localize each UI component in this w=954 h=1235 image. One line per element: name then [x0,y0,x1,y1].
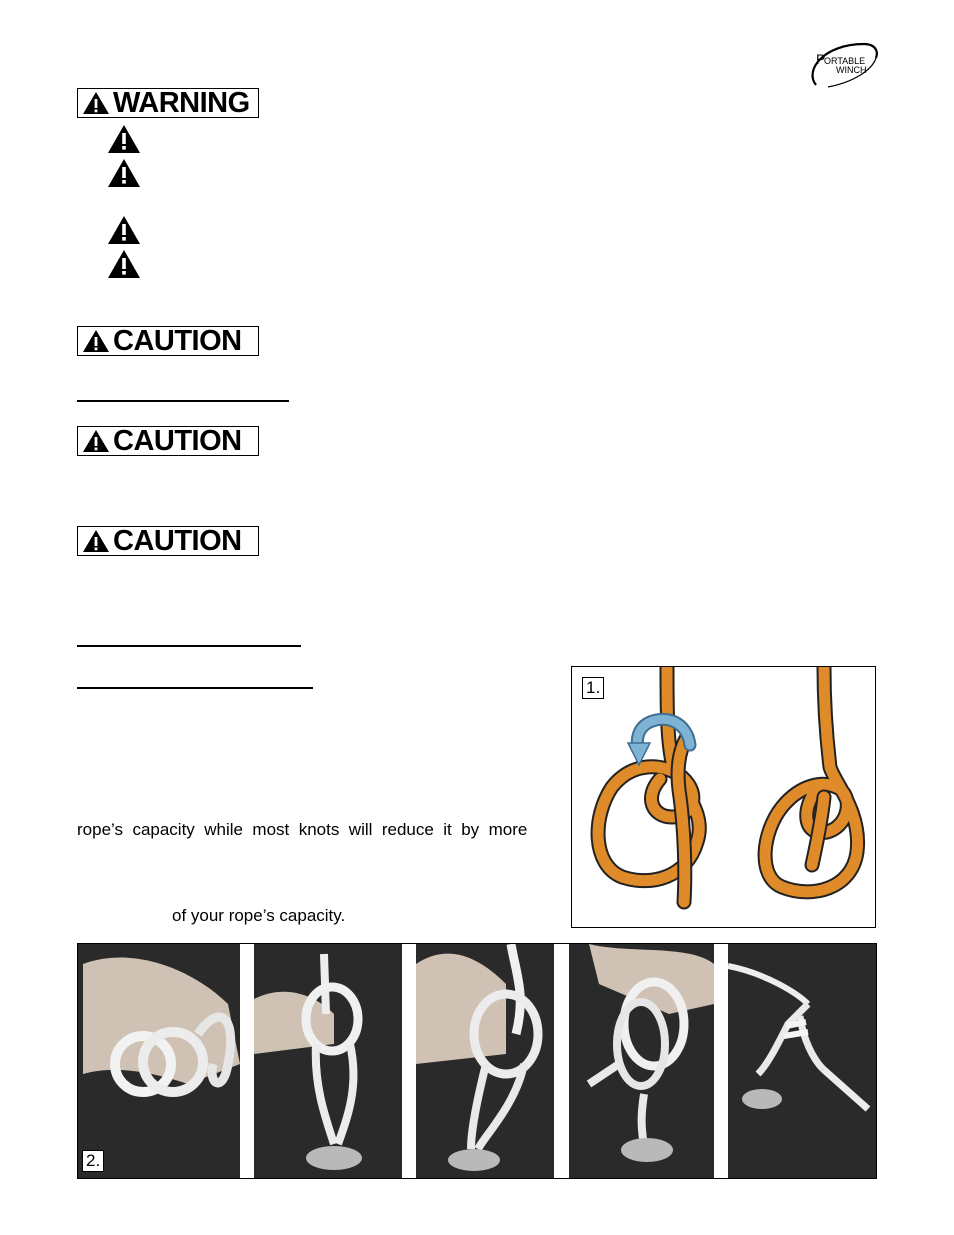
caution-label: CAUTION [113,324,242,357]
caution-label: CAUTION [113,424,242,457]
warning-bullet-icon [107,249,141,279]
knot-step-photo [254,944,402,1178]
section-heading-rule [77,400,289,402]
logo-line2: WINCH [836,65,867,75]
warning-badge [77,88,259,118]
body-text-line: of your rope’s capacity. [172,906,346,925]
caution-badge [77,326,259,356]
figure-2-knot-photo-sequence [77,943,877,1179]
warning-bullet-icon [107,215,141,245]
caution-badge [77,526,259,556]
warning-triangle-icon [82,91,110,115]
figure-2-label: 2. [82,1150,104,1172]
caution-triangle-icon [82,329,110,353]
caution-badge [77,426,259,456]
caution-triangle-icon [82,429,110,453]
caution-triangle-icon [82,529,110,553]
body-text-line: rope’s capacity while most knots will reduce it by more [77,820,528,839]
knot-step-photo [78,944,240,1178]
bowline-knot-illustration [572,667,875,927]
warning-bullet-icon [107,158,141,188]
logo-line1: ORTABLE [824,56,866,66]
section-heading-rule [77,645,301,647]
knot-step-photo [728,944,876,1178]
knot-step-photo [569,944,714,1178]
warning-bullet-icon [107,124,141,154]
figure-1-label: 1. [582,677,604,699]
portable-winch-logo [806,40,880,90]
caution-label: CAUTION [113,524,242,557]
section-heading-rule [77,687,313,689]
figure-1-knot-illustration [571,666,876,928]
knot-step-photo [416,944,554,1178]
logo-initial: P [816,51,826,67]
warning-label: WARNING [113,86,250,119]
